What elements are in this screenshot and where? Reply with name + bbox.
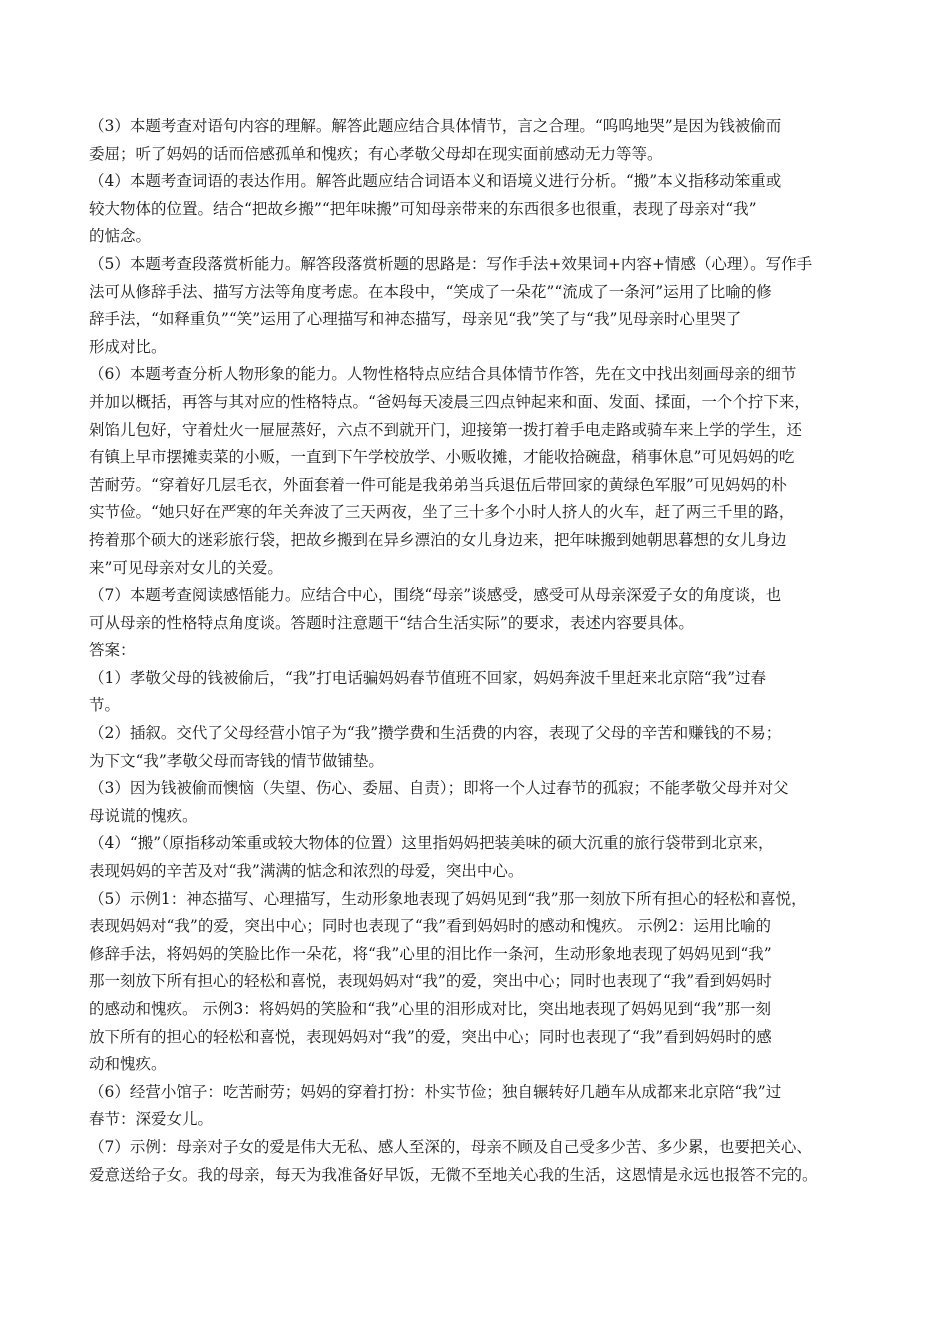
text-line: 来”可见母亲对女儿的关爱。: [89, 558, 283, 577]
text-line: 法可从修辞手法、描写方法等角度考虑。在本段中，“笑成了一朵花”“流成了一条河”运用了比喻的修: [89, 282, 772, 301]
text-line: （5）示例1：神态描写、心理描写，生动形象地表现了妈妈见到“我”那一刻放下所有担心的轻松和喜悦，: [89, 889, 807, 908]
text-line: 可从母亲的性格特点角度谈。答题时注意题干“结合生活实际”的要求，表述内容要具体。: [89, 613, 694, 632]
text-line: 表现妈妈的辛苦及对“我”满满的惦念和浓烈的母爱，突出中心。: [89, 862, 524, 881]
text-line: （6）经营小馆子：吃苦耐劳；妈妈的穿着打扮：朴实节俭；独自辗转好几趟车从成都来北京陪“我”过: [89, 1082, 782, 1101]
text-line: （2）插叙。交代了父母经营小馆子为“我”攒学费和生活费的内容，表现了父母的辛苦和赚钱的不易；: [89, 724, 782, 743]
text-line: 节。: [89, 696, 121, 715]
text-line: （3）本题考查对语句内容的理解。解答此题应结合具体情节，言之合理。“呜呜地哭”是因为钱被偷而: [89, 117, 782, 135]
text-line: 委屈；听了妈妈的话而倍感孤单和愧疚；有心孝敬父母却在现实面前感动无力等等。: [89, 144, 663, 163]
text-line: 苦耐劳。“穿着好几层毛衣，外面套着一件可能是我弟弟当兵退伍后带回家的黄绿色军服”可见妈妈的朴: [89, 475, 787, 494]
text-line: （7）本题考查阅读感悟能力。应结合中心，围绕“母亲”谈感受，感受可从母亲深爱子女的角度谈，也: [89, 586, 782, 605]
text-line: 形成对比。: [89, 337, 167, 356]
text-line: 放下所有的担心的轻松和喜悦，表现妈妈对“我”的爱，突出中心；同时也表现了“我”看到妈妈时的感: [89, 1027, 772, 1046]
text-line: 实节俭。“她只好在严寒的年关奔波了三天两夜，坐了三十多个小时人挤人的火车，赶了两三千里的路，: [89, 503, 795, 522]
text-line: 动和愧疚。: [89, 1055, 167, 1074]
answer-heading: 答案：: [89, 641, 136, 660]
document-body: [89, 113, 879, 1189]
text-line: 为下文“我”孝敬父母而寄钱的情节做铺垫。: [89, 751, 384, 770]
text-line: 那一刻放下所有担心的轻松和喜悦，表现妈妈对“我”的爱，突出中心；同时也表现了“我”看到妈妈时: [89, 972, 772, 991]
text-line: 并加以概括，再答与其对应的性格特点。“爸妈每天凌晨三四点钟起来和面、发面、揉面，一个个拧下来，: [89, 392, 810, 411]
text-line: 表现妈妈对“我”的爱，突出中心；同时也表现了“我”看到妈妈时的感动和愧疚。 示例2：运用比喻的: [89, 917, 771, 936]
text-line: （6）本题考查分析人物形象的能力。人物性格特点应结合具体情节作答，先在文中找出刻画母亲的细节: [89, 365, 797, 384]
text-line: 挎着那个硕大的迷彩旅行袋，把故乡搬到在异乡漂泊的女儿身边来，把年味搬到她朝思暮想的女儿身边: [89, 530, 787, 549]
text-line: 辞手法，“如释重负”“笑”运用了心理描写和神态描写，母亲见“我”笑了与“我”见母亲时心里哭了: [89, 310, 742, 329]
text-line: 的惦念。: [89, 227, 152, 246]
text-line: （3）因为钱被偷而懊恼（失望、伤心、委屈、自责）；即将一个人过春节的孤寂；不能孝敬父母并对父: [89, 779, 789, 798]
text-line: 的感动和愧疚。 示例3：将妈妈的笑脸和“我”心里的泪形成对比，突出地表现了妈妈见到“我”那一刻: [89, 1000, 771, 1018]
text-line: 母说谎的愧疚。: [89, 806, 198, 825]
text-line: 剁馅儿包好，守着灶火一屉屉蒸好，六点不到就开门，迎接第一拨打着手电走路或骑车来上学的学生，还: [89, 420, 803, 439]
text-line: （7）示例：母亲对子女的爱是伟大无私、感人至深的，母亲不顾及自己受多少苦、多少累，也要把关心、: [89, 1137, 812, 1156]
text-line: 有镇上早市摆摊卖菜的小贩，一直到下午学校放学、小贩收摊，才能收拾碗盘，稍事休息”可见妈妈的吃: [89, 448, 795, 467]
text-line: （4）本题考查词语的表达作用。解答此题应结合词语本义和语境义进行分析。“搬”本义指移动笨重或: [89, 172, 782, 191]
text-line: 修辞手法，将妈妈的笑脸比作一朵花，将“我”心里的泪比作一条河，生动形象地表现了妈妈见到“我”: [89, 944, 772, 963]
text-line: （1）孝敬父母的钱被偷后，“我”打电话骗妈妈春节值班不回家，妈妈奔波千里赶来北京陪“我”过春: [89, 668, 767, 687]
text-line: 春节：深爱女儿。: [89, 1110, 214, 1129]
text-line: （4）“搬”（原指移动笨重或较大物体的位置）这里指妈妈把装美味的硕大沉重的旅行袋带到北京来，: [89, 834, 774, 853]
text-line: （5）本题考查段落赏析能力。解答段落赏析题的思路是：写作手法+效果词+内容+情感（心理）。写作手: [89, 254, 813, 273]
text-line: 爱意送给子女。我的母亲，每天为我准备好早饭，无微不至地关心我的生活，这恩情是永远也报答不完的。: [89, 1165, 818, 1184]
text-line: 较大物体的位置。结合“把故乡搬”“把年味搬”可知母亲带来的东西很多也很重，表现了母亲对“我”: [89, 199, 757, 218]
